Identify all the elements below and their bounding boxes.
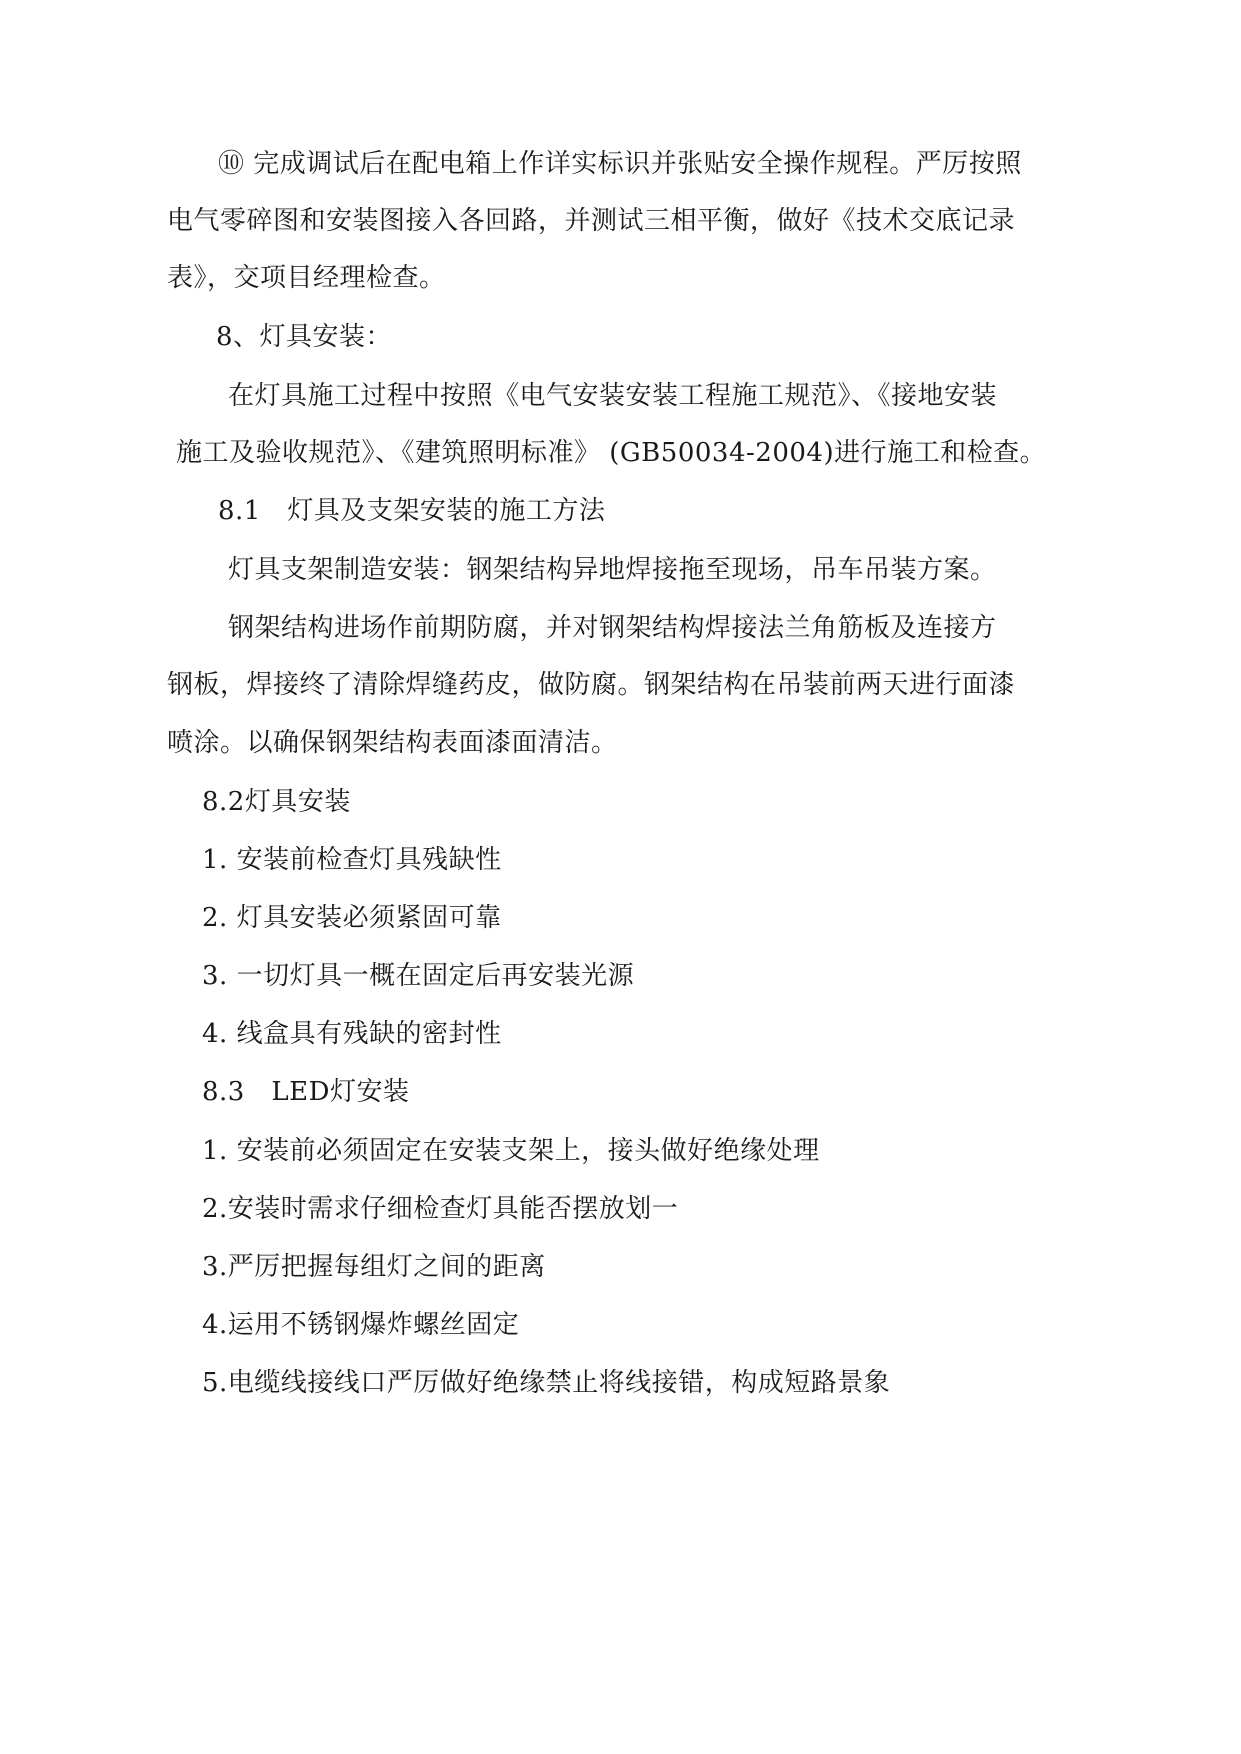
list-item: 4. 线盒具有残缺的密封性 — [202, 1019, 502, 1049]
paragraph-line: 灯具支架制造安装：钢架结构异地焊接拖至现场，吊车吊装方案。 — [228, 555, 997, 585]
list-item: 1. 安装前检查灯具残缺性 — [202, 845, 502, 875]
list-item: 3. 一切灯具一概在固定后再安装光源 — [202, 961, 635, 991]
list-item: 5.电缆线接线口严厉做好绝缘禁止将线接错，构成短路景象 — [202, 1368, 891, 1398]
paragraph-line: 表》，交项目经理检查。 — [167, 263, 446, 293]
list-item: 1. 安装前必须固定在安装支架上，接头做好绝缘处理 — [202, 1136, 820, 1166]
subsection-heading: 8.1 灯具及支架安装的施工方法 — [218, 496, 606, 526]
list-item: 2.安装时需求仔细检查灯具能否摆放划一 — [202, 1194, 679, 1224]
paragraph-line: 喷涂。以确保钢架结构表面漆面清洁。 — [167, 728, 618, 758]
paragraph-line: 施工及验收规范》、《建筑照明标准》 (GB50034-2004)进行施工和检查。 — [176, 438, 1047, 468]
paragraph-line: 在灯具施工过程中按照《电气安装安装工程施工规范》、《接地安装 — [228, 381, 998, 411]
list-item: 2. 灯具安装必须紧固可靠 — [202, 903, 502, 933]
list-item: 4.运用不锈钢爆炸螺丝固定 — [202, 1310, 520, 1340]
subsection-heading: 8.3 LED灯安装 — [202, 1077, 410, 1107]
paragraph-line: 电气零碎图和安装图接入各回路，并测试三相平衡，做好《技术交底记录 — [167, 206, 1016, 236]
paragraph-line: 钢板，焊接终了清除焊缝药皮，做防腐。钢架结构在吊装前两天进行面漆 — [167, 670, 1016, 700]
paragraph-line: ⑩ 完成调试后在配电箱上作详实标识并张贴安全操作规程。严厉按照 — [218, 149, 1022, 179]
subsection-heading: 8.2灯具安装 — [202, 787, 351, 817]
list-item: 3.严厉把握每组灯之间的距离 — [202, 1252, 546, 1282]
paragraph-line: 钢架结构进场作前期防腐，并对钢架结构焊接法兰角筋板及连接方 — [228, 613, 997, 643]
section-heading: 8、灯具安装： — [216, 322, 393, 352]
